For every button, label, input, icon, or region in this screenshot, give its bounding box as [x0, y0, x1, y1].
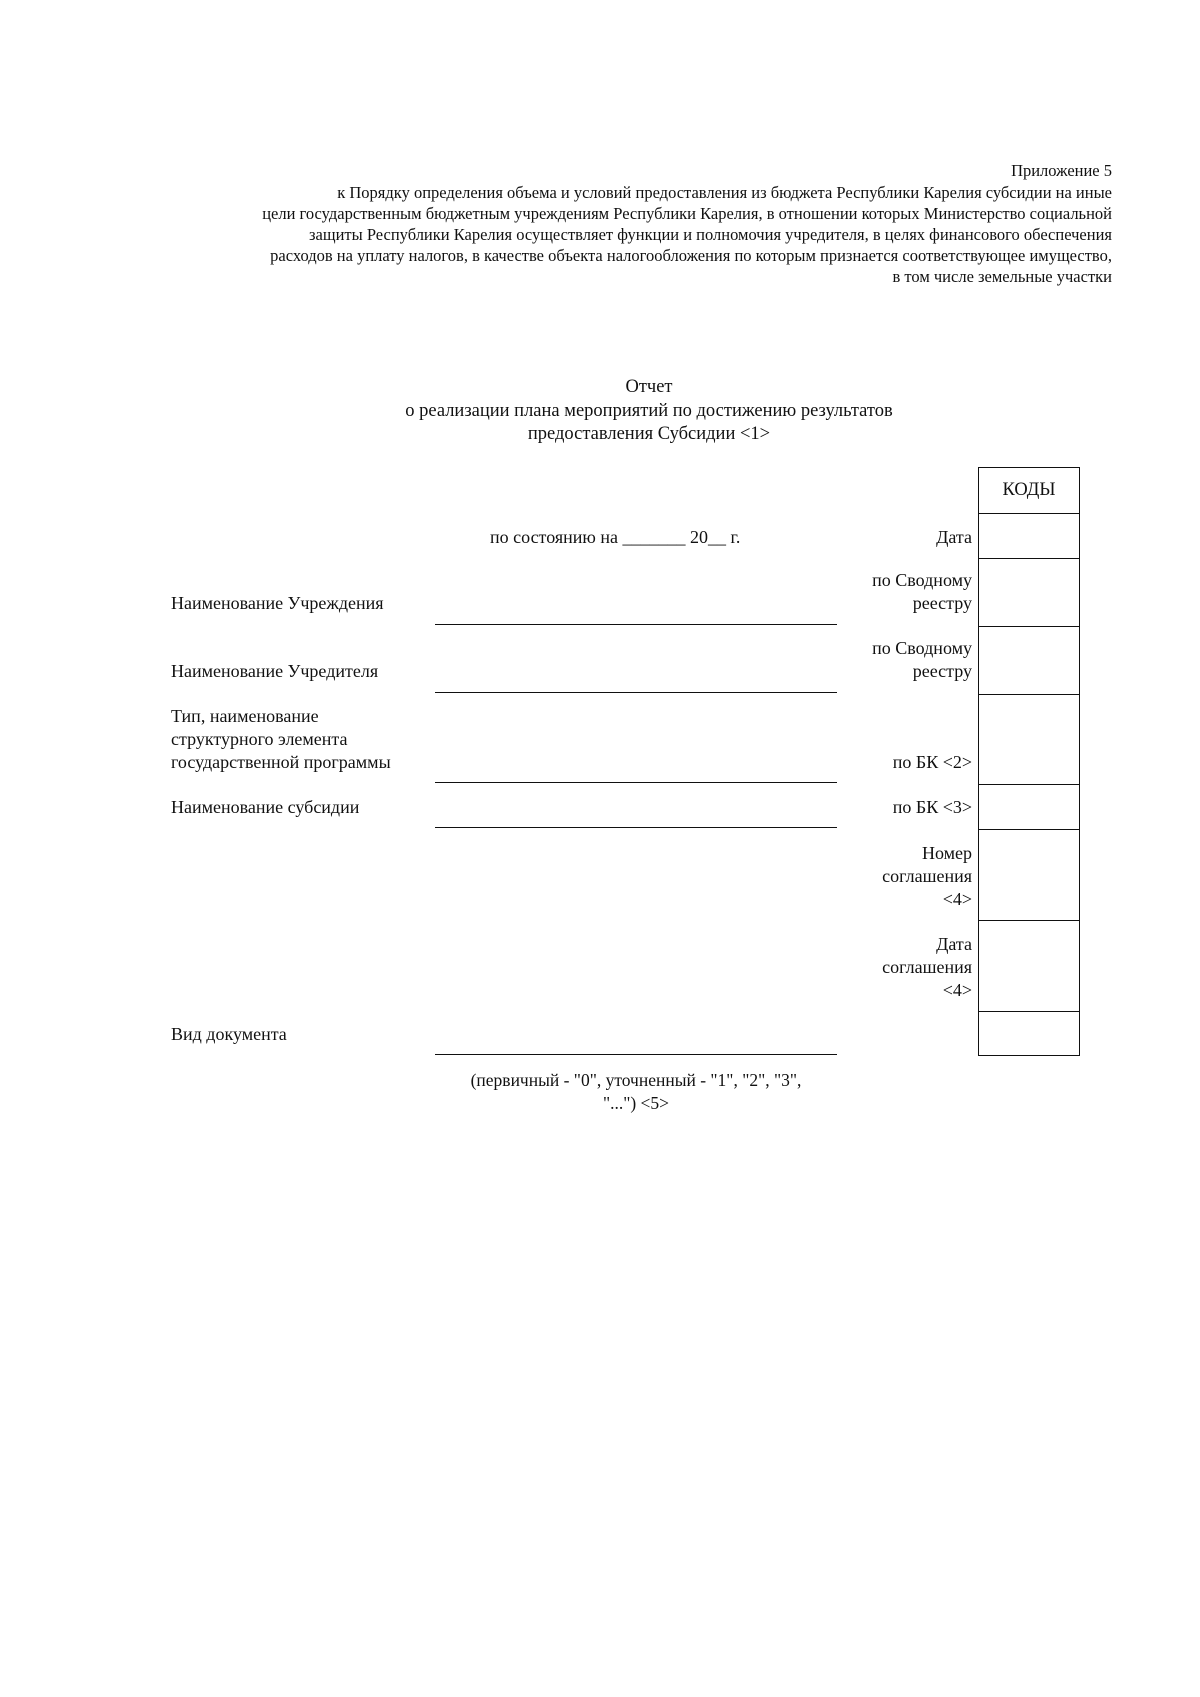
code-cell-date[interactable] [979, 513, 1079, 558]
doc-type-field-line[interactable] [435, 1054, 837, 1055]
code-cell-bk2[interactable] [979, 694, 1079, 784]
code-label-bk2: по БК <2> [892, 752, 972, 772]
document-title: Отчет [625, 377, 673, 397]
document-subtitle-line2: предоставления Субсидии <1> [527, 424, 771, 444]
as-of-date: по состоянию на _______ 20__ г. [490, 527, 741, 547]
code-cell-agreement-number[interactable] [979, 829, 1079, 920]
appendix-line: защиты Республики Карелия осуществляет функции и полномочия учредителя, в целях финансового обеспечения [309, 225, 1112, 244]
label-line: реестру [912, 661, 972, 681]
label-line: <4> [942, 889, 972, 909]
label-program-element [171, 705, 441, 774]
label-line: государственной программы [171, 752, 391, 772]
document-subtitle-line1: о реализации плана мероприятий по достижению результатов [405, 401, 893, 421]
code-cell-bk3[interactable] [979, 784, 1079, 829]
label-doc-type: Вид документа [171, 1024, 287, 1044]
appendix-description [160, 182, 1112, 287]
founder-field-line[interactable] [435, 692, 837, 693]
code-label-agreement-date [820, 933, 972, 1002]
label-line: Тип, наименование [171, 706, 319, 726]
label-subsidy: Наименование субсидии [171, 797, 360, 817]
code-cell-agreement-date[interactable] [979, 920, 1079, 1011]
label-line: <4> [942, 980, 972, 1000]
appendix-line: расходов на уплату налогов, в качестве объекта налогообложения по которым признается соответствующее имущество, [270, 246, 1112, 265]
appendix-number: Приложение 5 [1011, 161, 1112, 180]
label-line: по Сводному [872, 570, 972, 590]
doc-type-note [435, 1069, 837, 1115]
label-line: Дата [936, 934, 972, 954]
code-label-registry-institution [820, 569, 972, 615]
note-line: "...") <5> [602, 1093, 670, 1113]
code-label-registry-founder [820, 637, 972, 683]
code-cell-registry-institution[interactable] [979, 558, 1079, 626]
label-line: по Сводному [872, 638, 972, 658]
label-line: соглашения [882, 957, 972, 977]
label-line: реестру [912, 593, 972, 613]
label-line: Номер [921, 843, 972, 863]
subsidy-field-line[interactable] [435, 827, 837, 828]
label-institution: Наименование Учреждения [171, 593, 384, 613]
label-founder: Наименование Учредителя [171, 661, 379, 681]
label-line: структурного элемента [171, 729, 348, 749]
appendix-line: в том числе земельные участки [892, 267, 1112, 286]
code-label-date: Дата [936, 527, 972, 547]
codes-table [978, 467, 1080, 1056]
institution-field-line[interactable] [435, 624, 837, 625]
appendix-line: к Порядку определения объема и условий предоставления из бюджета Республики Карелия субсидии на иные [337, 183, 1112, 202]
appendix-line: цели государственным бюджетным учреждениям Республики Карелия, в отношении которых Министерство социальной [262, 204, 1112, 223]
code-cell-doc-type[interactable] [979, 1011, 1079, 1055]
code-label-bk3: по БК <3> [892, 797, 972, 817]
code-label-agreement-number [820, 842, 972, 911]
label-line: соглашения [882, 866, 972, 886]
codes-header: КОДЫ [1002, 480, 1056, 500]
code-cell-registry-founder[interactable] [979, 626, 1079, 694]
program-element-field-line[interactable] [435, 782, 837, 783]
note-line: (первичный - "0", уточненный - "1", "2", "3", [470, 1070, 802, 1090]
